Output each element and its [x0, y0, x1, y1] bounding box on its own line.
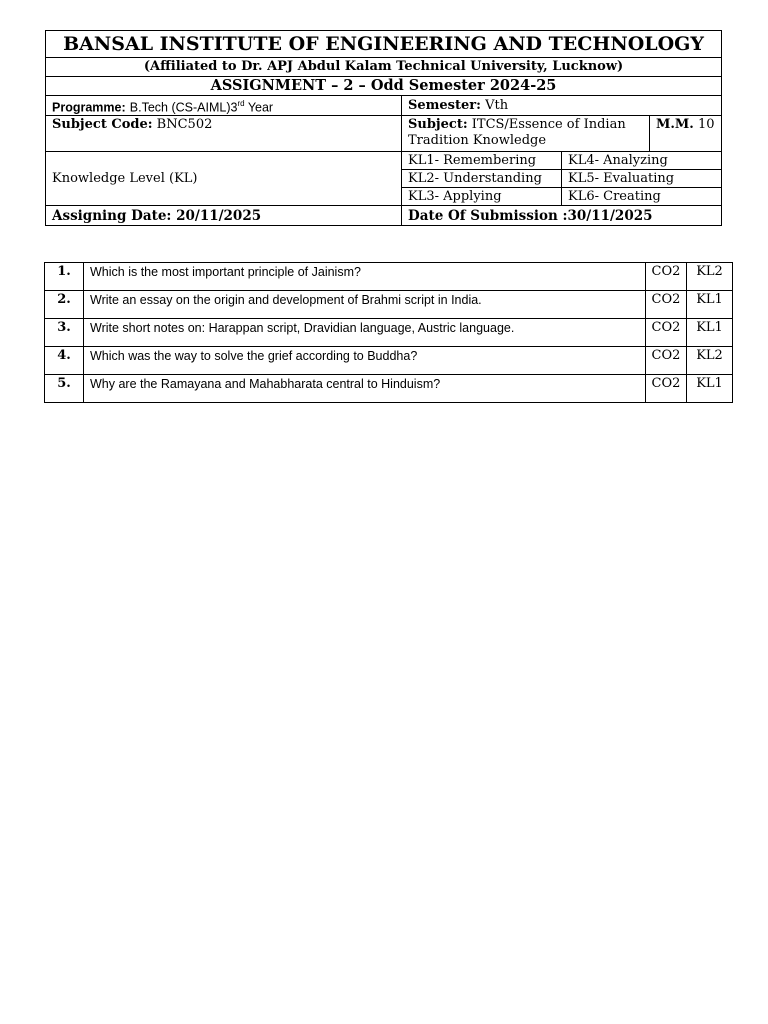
question-number: 4. [45, 347, 84, 375]
kl-level-cell: KL6- Creating [562, 188, 722, 206]
subject-code-cell [46, 116, 402, 152]
knowledge-level: KL1 [687, 375, 733, 403]
semester-value: Vth [485, 98, 509, 114]
subject-value: ITCS/Essence of Indian Tradition Knowledge [408, 117, 626, 149]
programme-value: B.Tech (CS-AIML)3 [129, 100, 238, 115]
question-text: Which is the most important principle of Jainism? [84, 263, 646, 291]
affiliation-line: (Affiliated to Dr. APJ Abdul Kalam Technical University, Lucknow) [46, 58, 722, 77]
programme-suffix: Year [244, 100, 274, 115]
institute-name: BANSAL INSTITUTE OF ENGINEERING AND TECHNOLOGY [46, 31, 722, 58]
course-outcome: CO2 [646, 263, 687, 291]
knowledge-level-label: Knowledge Level (KL) [46, 152, 402, 206]
question-row [45, 375, 733, 403]
course-outcome: CO2 [646, 347, 687, 375]
course-outcome: CO2 [646, 319, 687, 347]
programme-sup: rd [237, 99, 245, 108]
max-marks-cell [650, 116, 722, 152]
submission-date: Date Of Submission :30/11/2025 [402, 206, 722, 226]
question-text: Why are the Ramayana and Mahabharata central to Hinduism? [84, 375, 646, 403]
knowledge-level: KL1 [687, 319, 733, 347]
knowledge-level: KL2 [687, 263, 733, 291]
subject-cell [402, 116, 650, 152]
course-outcome: CO2 [646, 375, 687, 403]
question-text: Write an essay on the origin and development of Brahmi script in India. [84, 291, 646, 319]
question-row [45, 291, 733, 319]
kl-level-cell: KL4- Analyzing [562, 152, 722, 170]
question-row [45, 347, 733, 375]
semester-label: Semester: [408, 98, 481, 114]
max-marks-label: M.M. [656, 117, 694, 133]
knowledge-level: KL1 [687, 291, 733, 319]
programme-cell [46, 96, 402, 116]
question-number: 1. [45, 263, 84, 291]
question-text: Which was the way to solve the grief according to Buddha? [84, 347, 646, 375]
question-text: Write short notes on: Harappan script, Dravidian language, Austric language. [84, 319, 646, 347]
question-row [45, 319, 733, 347]
max-marks-value: 10 [697, 117, 715, 133]
subject-code-value: BNC502 [156, 117, 213, 133]
assigning-date: Assigning Date: 20/11/2025 [46, 206, 402, 226]
question-number: 3. [45, 319, 84, 347]
semester-cell [402, 96, 722, 116]
programme-label: Programme: [52, 100, 126, 115]
assignment-header-table [45, 30, 722, 226]
kl-level-cell: KL5- Evaluating [562, 170, 722, 188]
question-row [45, 263, 733, 291]
subject-code-label: Subject Code: [52, 117, 153, 133]
kl-level-cell: KL2- Understanding [402, 170, 562, 188]
question-number: 5. [45, 375, 84, 403]
course-outcome: CO2 [646, 291, 687, 319]
assignment-title: ASSIGNMENT – 2 – Odd Semester 2024-25 [46, 77, 722, 96]
kl-level-cell: KL3- Applying [402, 188, 562, 206]
questions-table [44, 262, 733, 403]
question-number: 2. [45, 291, 84, 319]
kl-level-cell: KL1- Remembering [402, 152, 562, 170]
subject-label: Subject: [408, 117, 468, 133]
knowledge-level: KL2 [687, 347, 733, 375]
